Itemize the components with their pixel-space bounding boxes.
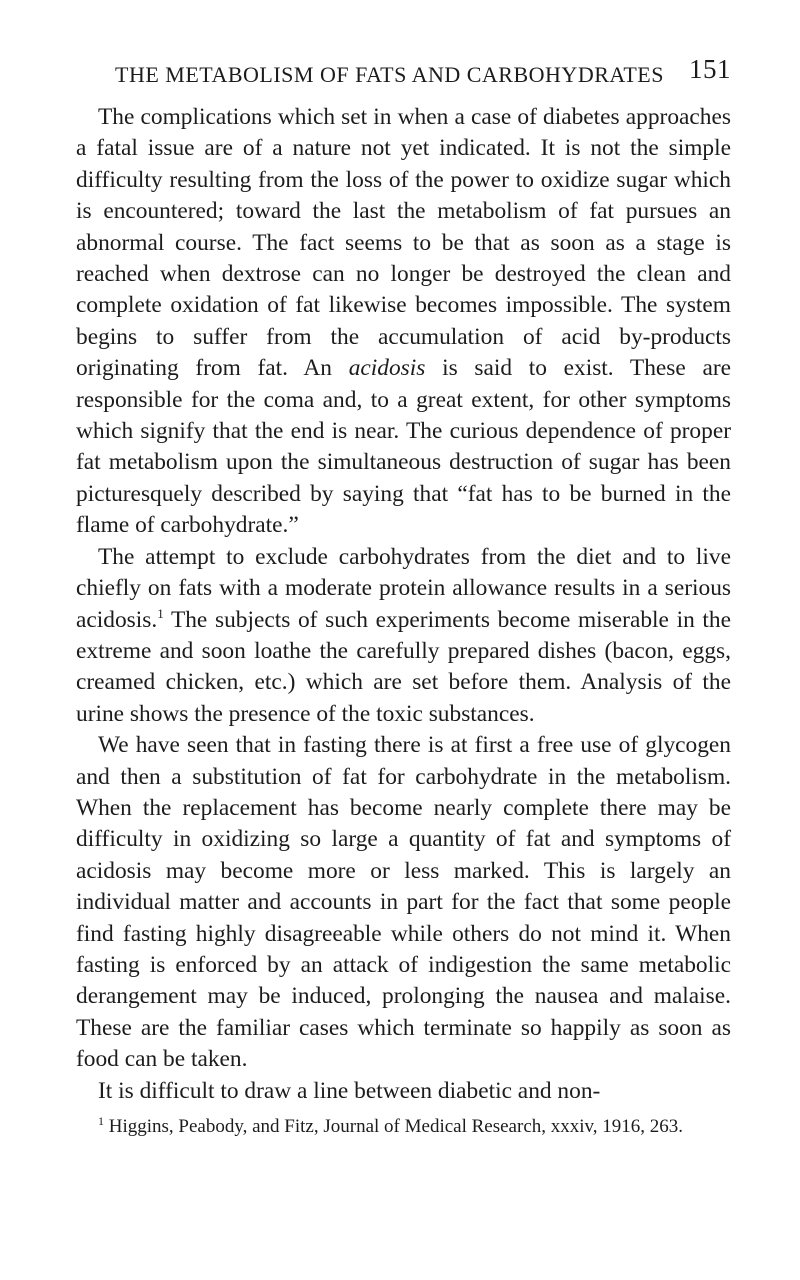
footnote bbox=[76, 1115, 731, 1139]
paragraph-1-text: The complications which set in when a case of diabetes approaches a fatal issue are of a nature not yet indicated. It is not the simple difficulty resulting from the loss of the power to oxidize sugar which is encountered; toward the last the metabolism of fat pursues an abnormal course. The fact seems to be that as soon as a stage is reached when dextrose can no longer be destroyed the clean and complete oxidation of fat likewise becomes impossible. The system begins to suffer from the accumulation of acid by-products originating from fat. An bbox=[76, 104, 731, 382]
footnote-reference: 1 bbox=[157, 605, 164, 621]
paragraph-4 bbox=[76, 1076, 731, 1107]
body-text bbox=[76, 102, 731, 1107]
paragraph-1 bbox=[76, 102, 731, 542]
paragraph-3-text: We have seen that in fasting there is at first a free use of glycogen and then a substitution of fat for carbohydrate in the metabolism. When the replacement has become nearly complete there may be difficulty in oxidizing so large a quantity of fat and symptoms of acidosis may become more or less marked. This is largely an individual matter and accounts in part for the fact that some people find fasting highly disagreeable while others do not mind it. When fasting is enforced by an attack of indigestion the same metabolic derangement may be induced, prolonging the nausea and malaise. These are the familiar cases which terminate so happily as soon as food can be taken. bbox=[76, 732, 731, 1073]
paragraph-3 bbox=[76, 730, 731, 1075]
footnote-text: Higgins, Peabody, and Fitz, Journal of Medical Research, xxxiv, 1916, 263. bbox=[108, 1116, 684, 1137]
footnote-mark: 1 bbox=[98, 1114, 104, 1128]
paragraph-2-text: The attempt to exclude carbohydrates from the diet and to live chiefly on fats with a moderate protein allowance results in a serious acidosis. bbox=[76, 543, 731, 633]
acidosis-term: acidosis bbox=[348, 355, 426, 382]
running-head bbox=[76, 52, 731, 92]
paragraph-1-text-end: is said to exist. These are responsible for the coma and, to a great extent, for other symptoms which signify that the end is near. The curious dependence of proper fat metabolism upon the simultaneous destruction of sugar has been picturesquely described by saying that “fat has to be burned in the flame of carbohydrate.” bbox=[76, 355, 732, 539]
book-page bbox=[76, 52, 731, 1139]
paragraph-2 bbox=[76, 542, 731, 730]
footnote-entry bbox=[76, 1115, 731, 1139]
running-head-title: THE METABOLISM OF FATS AND CARBOHYDRATES bbox=[115, 62, 664, 87]
paragraph-2-text-end: The subjects of such experiments become miserable in the extreme and soon loathe the carefully prepared dishes (bacon, eggs, creamed chicken, etc.) which are set before them. Analysis of the urine shows the presence of the toxic substances. bbox=[76, 606, 731, 727]
page-number: 151 bbox=[689, 54, 731, 84]
paragraph-4-text: It is difficult to draw a line between diabetic and non- bbox=[98, 1077, 601, 1104]
